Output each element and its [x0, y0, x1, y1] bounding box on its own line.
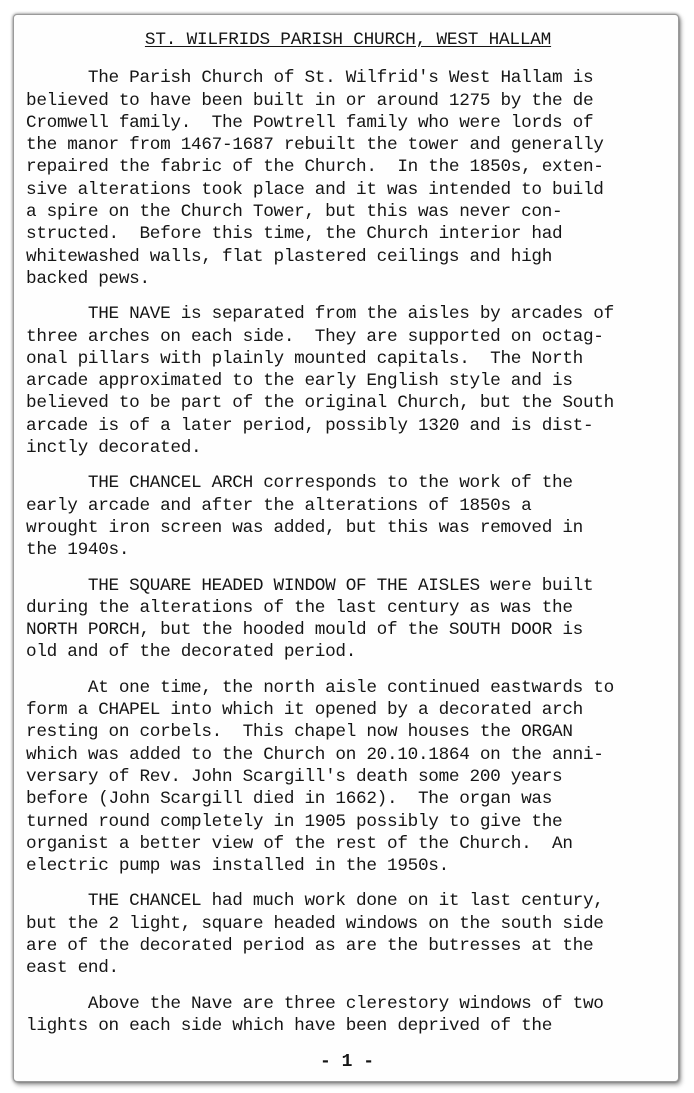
text-line: structed. Before this time, the Church interior had	[26, 224, 563, 245]
text-line: wrought iron screen was added, but this was removed in	[26, 517, 583, 538]
page-number: - 1 -	[319, 1052, 374, 1072]
text-line: the manor from 1467-1687 rebuilt the tower and generally	[26, 135, 604, 156]
text-line: arcade is of a later period, possibly 1320 and is dist-	[26, 415, 594, 436]
text-line: are of the decorated period as are the butresses at the	[26, 935, 594, 956]
text-line: before (John Scargill died in 1662). The organ was	[26, 789, 553, 810]
text-line: three arches on each side. They are supported on octag-	[26, 326, 604, 347]
paragraph-nave	[26, 303, 670, 459]
text-line: early arcade and after the alterations of 1850s a	[26, 495, 532, 516]
text-line: during the alterations of the last century as was the	[26, 597, 573, 618]
text-line: east end.	[26, 958, 119, 979]
text-line: The Parish Church of St. Wilfrid's West Hallam is	[26, 68, 594, 89]
text-line: onal pillars with plainly mounted capitals. The North	[26, 348, 583, 369]
document-title: ST. WILFRIDS PARISH CHURCH, WEST HALLAM	[144, 30, 552, 50]
paragraph-chapel-organ	[26, 677, 670, 878]
text-line: whitewashed walls, flat plastered ceilings and high	[26, 246, 553, 267]
text-line: a spire on the Church Tower, but this was never con-	[26, 202, 563, 223]
text-line: electric pump was installed in the 1950s.	[26, 856, 449, 877]
text-line: form a CHAPEL into which it opened by a decorated arch	[26, 700, 583, 721]
text-line: resting on corbels. This chapel now houses the ORGAN	[26, 722, 573, 743]
text-line: sive alterations took place and it was intended to build	[26, 179, 604, 200]
text-line: NORTH PORCH, but the hooded mould of the SOUTH DOOR is	[26, 620, 583, 641]
text-line: organist a better view of the rest of the Church. An	[26, 833, 573, 854]
text-line: backed pews.	[26, 268, 150, 289]
text-line: the 1940s.	[26, 540, 130, 561]
text-line: THE CHANCEL ARCH corresponds to the work of the	[26, 473, 573, 494]
text-line: inctly decorated.	[26, 438, 202, 459]
text-line: repaired the fabric of the Church. In the 1850s, exten-	[26, 157, 604, 178]
text-line: THE SQUARE HEADED WINDOW OF THE AISLES were built	[26, 575, 594, 596]
document-body	[26, 25, 670, 1050]
text-line: versary of Rev. John Scargill's death some 200 years	[26, 766, 563, 787]
paragraph-chancel-arch	[26, 472, 670, 561]
text-line: lights on each side which have been deprived of the	[26, 1015, 553, 1036]
text-line: old and of the decorated period.	[26, 642, 357, 663]
text-line: but the 2 light, square headed windows on the south side	[26, 913, 604, 934]
text-line: Above the Nave are three clerestory windows of two	[26, 993, 604, 1014]
text-line: At one time, the north aisle continued eastwards to	[26, 677, 614, 698]
text-line: THE NAVE is separated from the aisles by arcades of	[26, 304, 614, 325]
paragraph-aisle-windows	[26, 575, 670, 664]
text-line: believed to be part of the original Church, but the South	[26, 393, 614, 414]
text-line: believed to have been built in or around 1275 by the de	[26, 90, 594, 111]
text-line: THE CHANCEL had much work done on it last century,	[26, 891, 604, 912]
text-line: Cromwell family. The Powtrell family who were lords of	[26, 112, 594, 133]
paragraph-clerestory	[26, 993, 670, 1038]
paragraph-chancel	[26, 890, 670, 979]
text-line: which was added to the Church on 20.10.1864 on the anni-	[26, 744, 604, 765]
text-line: turned round completely in 1905 possibly to give the	[26, 811, 563, 832]
paragraph-introduction	[26, 67, 670, 290]
text-line: arcade approximated to the early English style and is	[26, 371, 573, 392]
